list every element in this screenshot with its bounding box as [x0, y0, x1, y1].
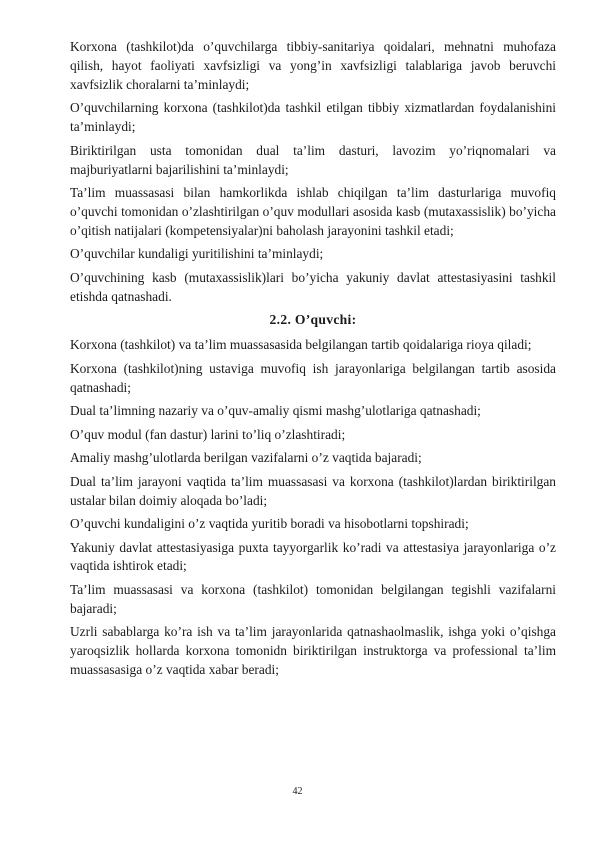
paragraph: Yakuniy davlat attestasiyasiga puxta tayyorgarlik ko’radi va attestasiya jarayonlariga o’z vaqtida ishtirok etadi;	[70, 539, 556, 574]
paragraph: O’quvchilarning korxona (tashkilot)da tashkil etilgan tibbiy xizmatlardan foydalanishini ta’minlaydi;	[70, 100, 556, 135]
paragraph: O’quvchi kundaligini o’z vaqtida yuritib boradi va hisobotlarni topshiradi;	[70, 516, 469, 532]
paragraph: O’quvchining kasb (mutaxassislik)lari bo’yicha yakuniy davlat attestasiyasini tashkil etishda qatnashadi.	[70, 269, 556, 304]
paragraph: O’quvchilar kundaligi yuritilishini ta’minlaydi;	[70, 246, 324, 262]
page-number: 42	[292, 786, 303, 797]
section-heading: 2.2. O’quvchi:	[269, 312, 357, 328]
paragraph: Korxona (tashkilot)da o’quvchilarga tibbiy-sanitariya qoidalari, mehnatni muhofaza qilish, hayot faoliyati xavfsizligi va yong’in xavfsizligi talablariga javob beruvchi xavfsizlik choralarni ta’minlaydi;	[70, 39, 556, 92]
paragraph: Korxona (tashkilot) va ta’lim muassasasida belgilangan tartib qoidalariga rioya qiladi;	[70, 337, 532, 353]
document-page	[70, 38, 556, 685]
paragraph: O’quv modul (fan dastur) larini to’liq o’zlashtiradi;	[70, 426, 346, 442]
paragraph: Uzrli sabablarga ko’ra ish va ta’lim jarayonlarida qatnashaolmaslik, ishga yoki o’qishga yaroqsizlik hollarda korxona tomonidn biriktirilgan instruktorga va professional ta’lim muassasasiga o’z vaqtida xabar beradi;	[70, 624, 556, 678]
paragraph: Dual ta’lim jarayoni vaqtida ta’lim muassasasi va korxona (tashkilot)lardan biriktirilgan ustalar bilan doimiy aloqada bo’ladi;	[70, 473, 556, 508]
paragraph: Korxona (tashkilot)ning ustaviga muvofiq ish jarayonlariga belgilangan tartib asosida qatnashadi;	[70, 360, 556, 395]
paragraph: Amaliy mashg’ulotlarda berilgan vazifalarni o’z vaqtida bajaradi;	[70, 450, 422, 466]
paragraph: Dual ta’limning nazariy va o’quv-amaliy qismi mashg’ulotlariga qatnashadi;	[70, 403, 481, 419]
paragraph: Ta’lim muassasasi bilan hamkorlikda ishlab chiqilgan ta’lim dasturlariga muvofiq o’quvchi tomonidan o’zlashtirilgan o’quv modullari asosida kasb (mutaxassislik) bo’yicha o’qitish natijalari (kompetensiyalar)ni baholash jarayonini tashkil etadi;	[70, 185, 556, 238]
paragraph: Ta’lim muassasasi va korxona (tashkilot) tomonidan belgilangan tegishli vazifalarni bajaradi;	[70, 581, 556, 616]
paragraph: Biriktirilgan usta tomonidan dual ta’lim dasturi, lavozim yo’riqnomalari va majburiyatlarni bajarilishini ta’minlaydi;	[70, 142, 556, 177]
